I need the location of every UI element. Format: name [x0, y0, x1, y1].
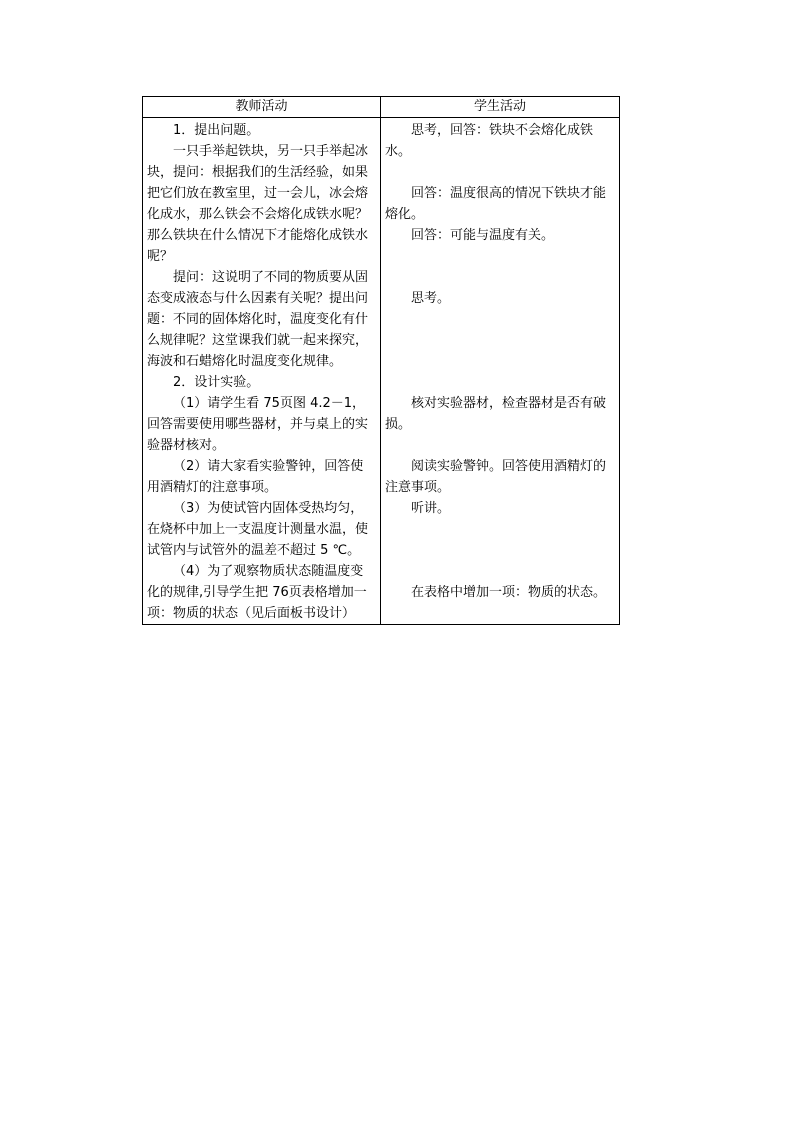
header-student-activity: 学生活动 [381, 97, 620, 118]
spacer [385, 519, 615, 582]
teacher-paragraph: 一只手举起铁块，另一只手举起冰块，提问：根据我们的生活经验，如果把它们放在教室里，过一会儿，冰会熔化成水，那么铁会不会熔化成铁水呢？那么铁块在什么情况下才能熔化成铁水呢？ [147, 144, 369, 264]
table-header-row [143, 97, 620, 118]
student-paragraph: 在表格中增加一项：物质的状态。 [411, 585, 607, 600]
student-paragraph: 回答：温度很高的情况下铁块才能熔化。 [385, 186, 607, 222]
spacer [385, 435, 615, 456]
activity-table [142, 96, 620, 625]
student-paragraph: 核对实验器材，检查器材是否有破损。 [385, 396, 607, 432]
student-paragraph: 阅读实验警钟。回答使用酒精灯的注意事项。 [385, 459, 607, 495]
header-teacher-activity: 教师活动 [143, 97, 381, 118]
table-row [143, 118, 620, 625]
teacher-paragraph: （4）为了观察物质状态随温度变化的规律,引导学生把 76页表格增加一项：物质的状态（见后面板书设计） [147, 564, 367, 621]
teacher-paragraph: 1．提出问题。 [173, 123, 260, 138]
teacher-paragraph: 2．设计实验。 [173, 375, 260, 390]
teacher-activity-cell [143, 118, 381, 625]
student-paragraph: 听讲。 [411, 501, 451, 516]
teacher-paragraph: （3）为使试管内固体受热均匀，在烧杯中加上一支温度计测量水温，使试管内与试管外的温差不超过 5 ℃。 [147, 501, 369, 558]
student-paragraph: 回答：可能与温度有关。 [411, 228, 555, 243]
teacher-paragraph: （2）请大家看实验警钟，回答使用酒精灯的注意事项。 [147, 459, 364, 495]
teacher-paragraph: 提问：这说明了不同的物质要从固态变成液态与什么因素有关呢？提出问题：不同的固体熔化时，温度变化有什么规律呢？这堂课我们就一起来探究，海波和石蜡熔化时温度变化规律。 [147, 270, 369, 369]
student-paragraph: 思考，回答：铁块不会熔化成铁水。 [385, 123, 594, 159]
spacer [385, 162, 615, 183]
teacher-paragraph: （1）请学生看 75页图 4.2－1，回答需要使用哪些器材，并与桌上的实验器材核对。 [147, 396, 369, 453]
spacer [385, 309, 615, 393]
student-activity-cell [381, 118, 620, 625]
spacer [385, 246, 615, 288]
student-paragraph: 思考。 [411, 291, 451, 306]
